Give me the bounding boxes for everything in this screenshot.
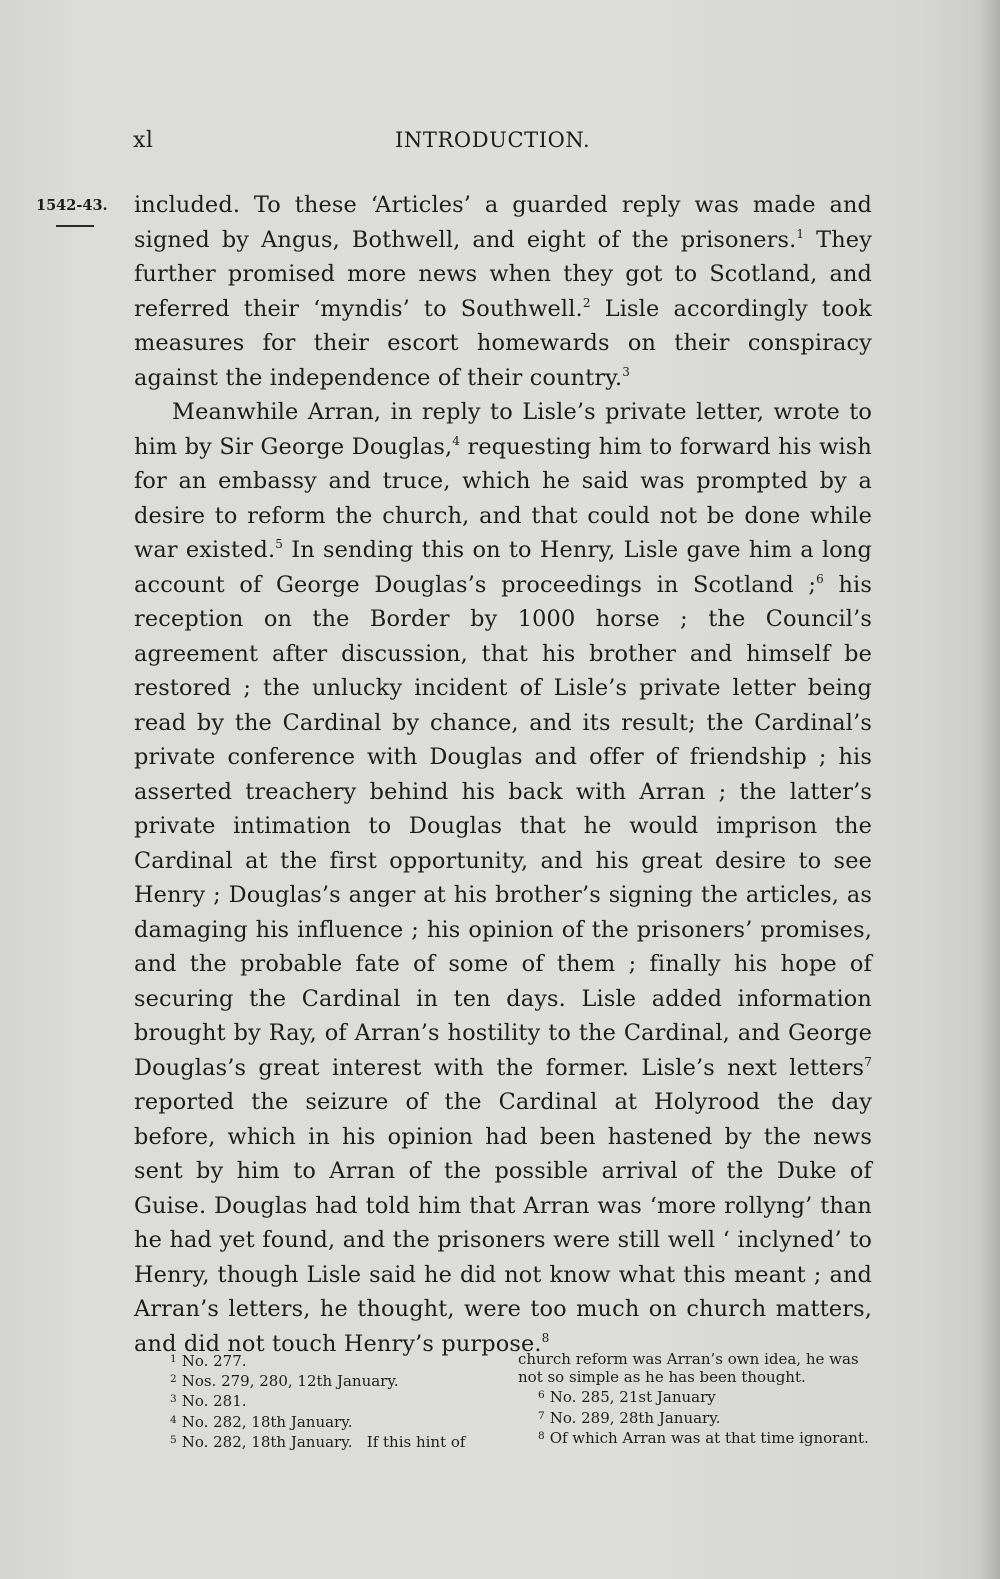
footnote-number: 4 xyxy=(170,1413,177,1426)
page-edge-shadow xyxy=(978,0,1000,1579)
footnote-number: 3 xyxy=(170,1393,177,1406)
footnote-6 xyxy=(518,1386,882,1406)
text-run: They further promised more news when they got to Scotland, and referred their ‘myndis’ to Southwell. xyxy=(134,226,872,322)
footnote-2 xyxy=(170,1370,510,1390)
footnote-ref: 6 xyxy=(816,571,824,586)
footnote-text: No. 281. xyxy=(181,1392,247,1411)
footnote-3 xyxy=(170,1390,510,1410)
text-run: Meanwhile Arran, in reply to Lisle’s private letter, wrote to him by Sir George Douglas, xyxy=(134,399,872,460)
footnote-number: 5 xyxy=(170,1433,177,1446)
footnote-5 xyxy=(170,1431,510,1451)
footnote-ref: 4 xyxy=(452,433,461,448)
footnote-text: No. 282, 18th January. xyxy=(181,1412,353,1431)
running-head: INTRODUCTION. xyxy=(395,128,591,152)
text-run: Lisle accordingly took measures for their escort homewards on their conspiracy against the independence of their country. xyxy=(134,295,872,391)
text-run: included. To these ‘Articles’ a guarded reply was made and signed by Angus, Bothwell, and eight of the prisoners. xyxy=(134,192,872,253)
footnote-number: 7 xyxy=(538,1409,545,1422)
footnote-text: No. 277. xyxy=(181,1352,247,1370)
text-run: his reception on the Border by 1000 horse ; the Council’s agreement after discussion, that his brother and himself be restored ; the unlucky incident of Lisle’s private letter being read by the Cardinal by chance, and its result; the Cardinal’s private conference with Douglas and offer of friendship ; his asserted treachery behind his back with Arran ; the latter’s private intimation to Douglas that he would imprison the Cardinal at the first opportunity, and his great desire to see Henry ; Douglas’s anger at his brother’s signing the articles, as damaging his influence ; his opinion of the prisoners’ promises, and the probable fate of some of them ; finally his hope of securing the Cardinal in ten days. Lisle added information brought by Ray, of Arran’s hostility to the Cardinal, and George Douglas’s great interest with the former. Lisle’s next letters xyxy=(134,571,872,1081)
footnotes-right-column xyxy=(518,1350,882,1447)
body-text xyxy=(134,188,872,1361)
footnote-ref: 8 xyxy=(541,1330,550,1345)
paragraph-2 xyxy=(134,395,872,1361)
footnote-ref: 7 xyxy=(864,1054,872,1069)
footnote-text: Nos. 279, 280, 12th January. xyxy=(181,1372,399,1391)
text-run: In sending this on to Henry, Lisle gave him a long account of George Douglas’s proceedings in Scotland ; xyxy=(134,537,872,598)
footnote-text: Of which Arran was at that time ignorant. xyxy=(549,1428,869,1447)
footnote-7 xyxy=(518,1407,882,1427)
footnote-5-continuation: not so simple as he has been thought. xyxy=(518,1368,806,1387)
paragraph-1 xyxy=(134,188,872,395)
page-header xyxy=(133,128,873,162)
text-run: reported the seizure of the Cardinal at Holyrood the day before, which in his opinion had been hastened by the news sent by him to Arran of the possible arrival of the Duke of Guise. Douglas had told him that Arran was ‘more rollyng’ than he had yet found, and the prisoners were still well ‘ inclyned’ to Henry, though Lisle said he did not know what this meant ; and Arran’s letters, he thought, were too much on church matters, and did not touch Henry’s purpose. xyxy=(134,1089,872,1357)
footnote-text: No. 282, 18th January. If this hint of xyxy=(181,1432,466,1451)
footnote-number: 6 xyxy=(538,1389,545,1402)
footnote-ref: 2 xyxy=(582,295,591,310)
margin-rule xyxy=(56,225,94,227)
footnote-number: 2 xyxy=(170,1373,177,1386)
margin-date-note: 1542-43. xyxy=(36,197,108,214)
footnote-number: 8 xyxy=(538,1429,545,1442)
footnote-ref: 1 xyxy=(796,226,805,241)
footnote-text: No. 289, 28th January. xyxy=(549,1408,721,1427)
footnote-5-continuation: church reform was Arran’s own idea, he was xyxy=(518,1350,859,1368)
footnotes-left-column xyxy=(170,1350,510,1451)
page-number: xl xyxy=(133,128,154,153)
footnote-4 xyxy=(170,1411,510,1431)
footnote-ref: 3 xyxy=(622,364,631,379)
footnote-ref: 5 xyxy=(275,537,284,551)
footnote-8 xyxy=(518,1427,882,1447)
footnote-number: 1 xyxy=(170,1353,177,1365)
footnote-1 xyxy=(170,1350,510,1370)
text-run: requesting him to forward his wish for an embassy and truce, which he said was prompted by a desire to reform the church, and that could not be done while war existed. xyxy=(134,433,872,563)
footnote-text: No. 285, 21st January xyxy=(549,1388,716,1407)
